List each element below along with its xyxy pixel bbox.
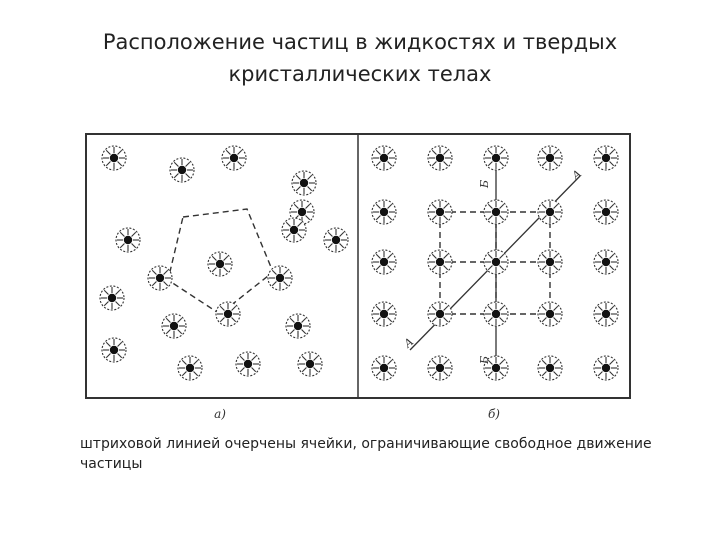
crystal-particle: [594, 146, 618, 170]
crystal-particle: [372, 302, 396, 326]
crystal-particle: [372, 356, 396, 380]
crystal-particle: [538, 146, 562, 170]
line-label-b-bottom: Б: [478, 355, 491, 364]
liquid-particle: [222, 146, 246, 170]
line-label-a-top: A: [569, 167, 585, 183]
liquid-particle: [236, 352, 260, 376]
crystal-particle: [594, 250, 618, 274]
crystal-particle: [594, 200, 618, 224]
crystal-particle: [428, 200, 452, 224]
liquid-particle: [116, 228, 140, 252]
crystal-particle: [484, 250, 508, 274]
liquid-particle: [208, 252, 232, 276]
crystal-particle: [538, 250, 562, 274]
crystal-particle: [428, 356, 452, 380]
crystal-particle: [428, 146, 452, 170]
line-label-b-top: Б: [478, 179, 491, 188]
particle-arrangement-figure: [80, 128, 640, 430]
figure-caption: штриховой линией очерчены ячейки, ограничивающие свободное движение частицы: [80, 436, 652, 472]
liquid-particle: [102, 338, 126, 362]
crystal-particle: [594, 356, 618, 380]
liquid-particle: [298, 352, 322, 376]
liquid-particle: [286, 314, 310, 338]
panel-label-b: б): [487, 407, 501, 421]
crystal-particle: [372, 146, 396, 170]
liquid-particle: [148, 266, 172, 290]
crystal-particle: [428, 250, 452, 274]
crystal-particle: [484, 302, 508, 326]
crystal-particle: [538, 200, 562, 224]
liquid-particle: [324, 228, 348, 252]
liquid-particle: [178, 356, 202, 380]
liquid-particle: [170, 158, 194, 182]
crystal-particle: [594, 302, 618, 326]
liquid-particle: [282, 218, 306, 242]
line-label-a-bottom: A: [401, 335, 417, 351]
liquid-particle: [292, 171, 316, 195]
liquid-particle: [100, 286, 124, 310]
crystal-particle: [484, 146, 508, 170]
panel-label-a: а): [214, 407, 226, 421]
liquid-particle: [162, 314, 186, 338]
liquid-particle: [268, 266, 292, 290]
crystal-particle: [372, 200, 396, 224]
liquid-particle: [102, 146, 126, 170]
crystal-particle: [372, 250, 396, 274]
crystal-particle: [538, 302, 562, 326]
crystal-particle: [428, 302, 452, 326]
liquid-particle: [216, 302, 240, 326]
crystal-particle: [484, 200, 508, 224]
crystal-particle: [538, 356, 562, 380]
slide-title: Расположение частиц в жидкостях и твердых кристаллических телах: [102, 30, 618, 86]
